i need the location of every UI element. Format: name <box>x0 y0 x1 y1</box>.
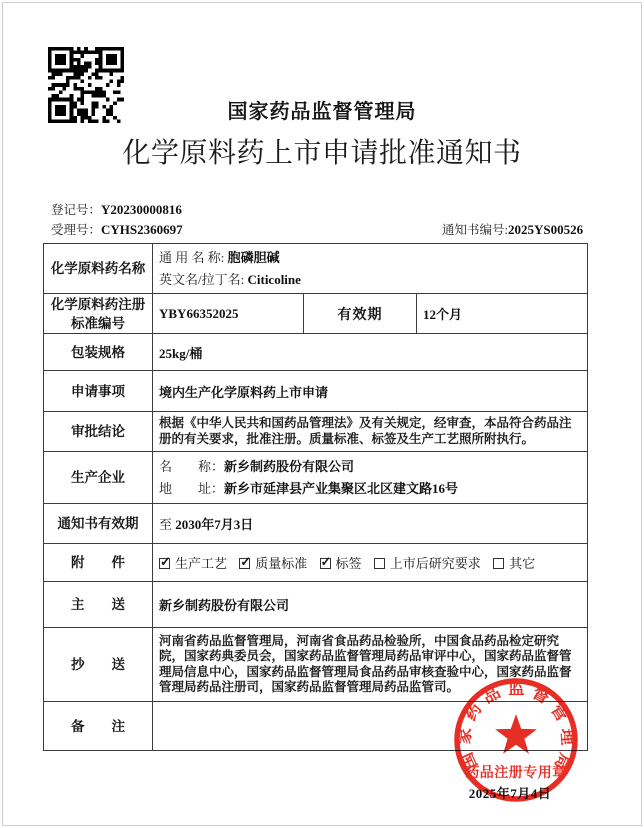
checkbox-other[interactable] <box>493 558 504 569</box>
seal-caption: 药品注册专用章 <box>465 766 567 781</box>
field-label-conclusion: 审批结论 <box>44 412 153 452</box>
field-label-remarks: 备 注 <box>44 702 153 751</box>
manufacturer-name-label: 名 称： <box>159 458 225 474</box>
manufacturer-name-line <box>159 456 581 478</box>
table-row-attachments <box>44 544 588 582</box>
manufacturer-address-value: 新乡市延津县产业集聚区北区建文路16号 <box>224 480 459 496</box>
table-row-notice-validity <box>44 504 588 544</box>
generic-name-line <box>159 247 581 269</box>
field-label-attachments: 附 件 <box>44 544 153 582</box>
main-send-value: 新乡制药股份有限公司 <box>159 598 290 613</box>
manufacturer-name-value: 新乡制药股份有限公司 <box>224 458 355 474</box>
table-row-manufacturer <box>44 452 588 504</box>
attachment-label-other: 其它 <box>509 556 536 571</box>
table-row-standard <box>44 294 588 334</box>
table-row-package <box>44 334 588 371</box>
table-row-remarks <box>44 702 588 751</box>
manufacturer-address-line <box>159 478 581 500</box>
manufacturer-address-label: 地 址： <box>159 480 225 496</box>
register-no-line <box>51 202 571 222</box>
english-name-label: 英文名/拉丁名: <box>159 271 245 287</box>
document-title: 化学原料药上市申请批准通知书 <box>122 138 522 169</box>
validity-value: 12个月 <box>423 307 463 322</box>
field-value-main-send <box>153 582 588 628</box>
attachment-label-label: 标签 <box>335 556 362 571</box>
field-label-manufacturer: 生产企业 <box>44 452 153 504</box>
field-value-application <box>153 371 588 412</box>
field-label-notice-validity: 通知书有效期 <box>44 504 153 544</box>
table-row-conclusion <box>44 412 588 452</box>
notice-validity-prefix: 至 <box>159 517 176 532</box>
standard-label-line1: 化学原料药注册 <box>50 296 146 312</box>
table-row-main-send <box>44 582 588 628</box>
field-label-drug-name: 化学原料药名称 <box>44 244 153 294</box>
field-value-manufacturer <box>153 452 588 504</box>
checkbox-postmarket-study[interactable] <box>374 558 385 569</box>
attachment-item-other <box>493 556 535 571</box>
field-value-cc: 河南省药品监督管理局，河南省食品药品检验所，中国食品药品检定研究院，国家药典委员会，国家药品监督管理局药品审评中心，国家药品监督管理局信息中心，国家药品监督管理局食品药品审核查验中心，国家药品监督管理局药品注册司，国家药品监督管理局药品监管司。 <box>153 628 588 702</box>
field-label-cc: 抄 送 <box>44 628 153 702</box>
english-name-value: Citicoline <box>247 271 301 287</box>
attachment-item-label <box>320 556 362 571</box>
register-no-value: Y20230000816 <box>101 202 182 217</box>
table-row-application <box>44 371 588 412</box>
seal-ring-text: 国家药品监督管理局 <box>454 679 578 774</box>
attachment-item-postmarket <box>374 556 481 571</box>
field-label-package: 包装规格 <box>44 334 153 371</box>
table-row-name <box>44 244 588 294</box>
issue-date: 2025年7月4日 <box>468 786 552 801</box>
field-value-conclusion: 根据《中华人民共和国药品管理法》及有关规定，经审查，本品符合药品注册的有关要求，批准注册。质量标准、标签及生产工艺照所附执行。 <box>153 412 588 452</box>
attachment-label-quality: 质量标准 <box>255 556 308 571</box>
notice-no-value: 2025YS00526 <box>507 222 584 237</box>
generic-name-label: 通 用 名 称: <box>159 249 225 265</box>
english-name-line <box>159 269 581 291</box>
acceptance-no-label: 受理号： <box>51 223 102 237</box>
attachment-item-quality <box>239 556 307 571</box>
attachment-label-production: 生产工艺 <box>175 556 228 571</box>
field-value-remarks <box>153 702 588 751</box>
field-value-notice-validity <box>153 504 588 544</box>
field-label-validity: 有效期 <box>304 294 417 334</box>
checkbox-label[interactable] <box>320 558 331 569</box>
agency-name: 国家药品监督管理局 <box>227 101 417 123</box>
field-label-application: 申请事项 <box>44 371 153 412</box>
field-label-standard-no <box>44 294 153 334</box>
field-value-package <box>153 334 588 371</box>
standard-no-value: YBY66352025 <box>159 305 239 321</box>
checkbox-production-process[interactable] <box>159 558 170 569</box>
register-no-label: 登记号： <box>51 203 102 217</box>
field-value-standard-no <box>153 294 304 334</box>
application-value: 境内生产化学原料药上市申请 <box>159 384 329 400</box>
attachment-item-production <box>159 556 227 571</box>
standard-label-line2: 标准编号 <box>71 315 125 331</box>
attachment-label-postmarket: 上市后研究要求 <box>389 556 481 571</box>
acceptance-no-value: CYHS2360697 <box>101 222 183 237</box>
approval-table <box>43 243 588 751</box>
table-row-cc <box>44 628 588 702</box>
generic-name-value: 胞磷胆碱 <box>227 249 280 265</box>
notice-no-label: 通知书编号: <box>442 223 508 237</box>
field-label-main-send: 主 送 <box>44 582 153 628</box>
field-value-attachments <box>153 544 588 582</box>
checkbox-quality-standard[interactable] <box>239 558 250 569</box>
field-value-validity <box>417 294 588 334</box>
notice-validity-value: 2030年7月3日 <box>175 517 254 532</box>
notice-no-line <box>442 222 583 238</box>
field-value-drug-name <box>153 244 588 294</box>
package-value: 25kg/桶 <box>159 345 203 361</box>
